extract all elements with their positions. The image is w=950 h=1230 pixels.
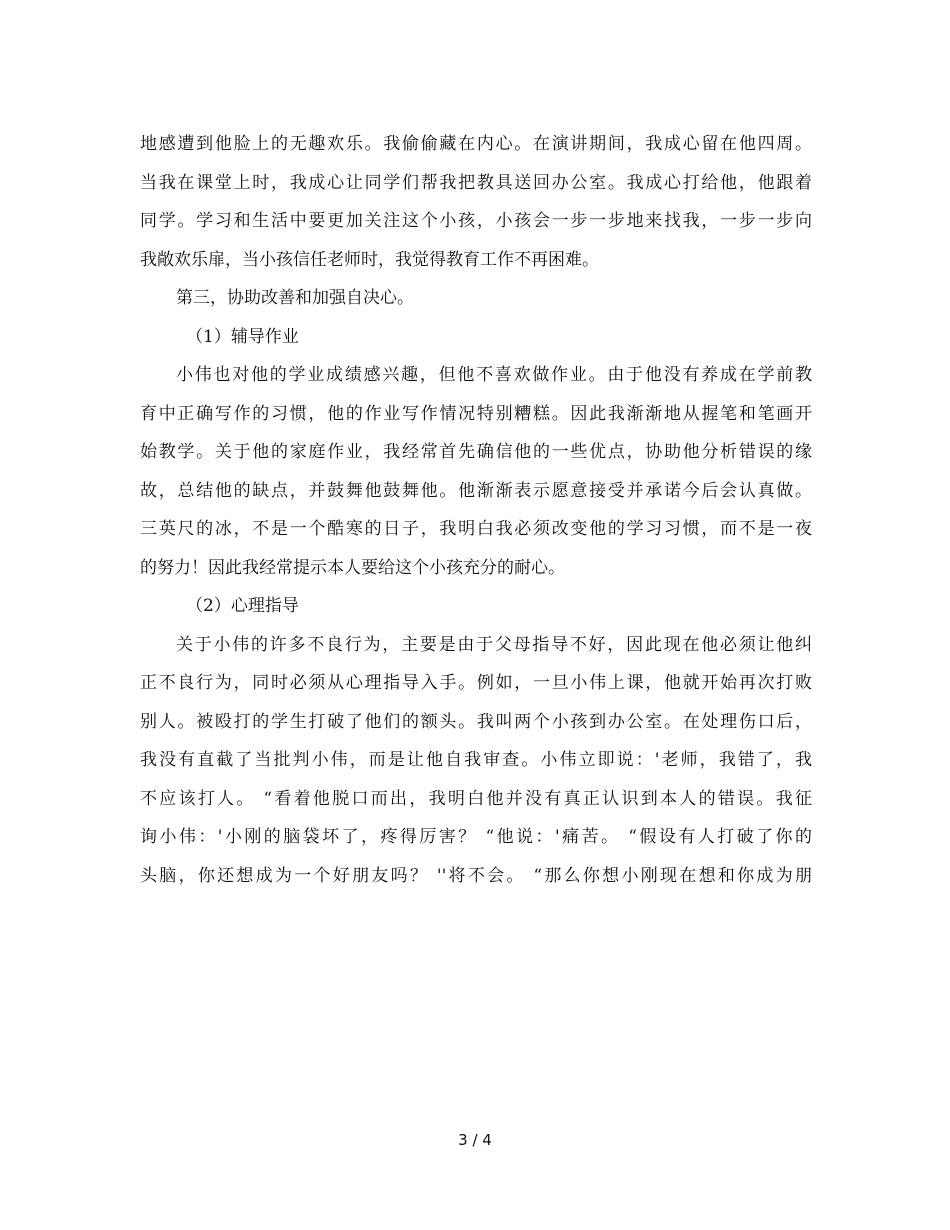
- paragraph-line: 正不良行为，同时必须从心理指导入手。例如，一旦小伟上课，他就开始再次打败: [140, 673, 812, 693]
- paragraph-line: 同学。学习和生活中要更加关注这个小孩，小孩会一步一步地来找我，一步一步向: [140, 211, 812, 231]
- paragraph-line: 别人。被殴打的学生打破了他们的额头。我叫两个小孩到办公室。在处理伤口后，: [140, 711, 812, 732]
- document-body: [140, 125, 812, 895]
- section-heading: 第三，协助改善和加强自决心。: [176, 288, 414, 308]
- paragraph-line: 头脑，你还想成为一个好朋友吗？ ''将不会。 “那么你想小刚现在想和你成为朋: [140, 865, 812, 886]
- paragraph-line: 故，总结他的缺点，并鼓舞他鼓舞他。他渐渐表示愿意接受并承诺今后会认真做。: [140, 480, 812, 501]
- paragraph-line: 询小伟：'小刚的脑袋坏了，疼得厉害？ “他说：'痛苦。 “假设有人打破了你的: [140, 827, 812, 847]
- paragraph-line: 三英尺的冰，不是一个酷寒的日子，我明白我必须改变他的学习习惯，而不是一夜: [140, 519, 812, 539]
- paragraph-line: 我没有直截了当批判小伟，而是让他自我审查。小伟立即说：'老师，我错了，我: [140, 750, 812, 770]
- paragraph-line: 育中正确写作的习惯，他的作业写作情况特别糟糕。因此我渐渐地从握笔和笔画开: [140, 403, 812, 424]
- paragraph-line: 地感遭到他脸上的无趣欢乐。我偷偷藏在内心。在演讲期间，我成心留在他四周。: [140, 134, 812, 154]
- subsection-heading: （2）心理指导: [186, 596, 299, 616]
- paragraph-line: 小伟也对他的学业成绩感兴趣，但他不喜欢做作业。由于他没有养成在学前教: [176, 365, 812, 385]
- subsection-heading: （1）辅导作业: [186, 326, 299, 347]
- paragraph-line: 我敞欢乐扉，当小孩信任老师时，我觉得教育工作不再困难。: [140, 249, 599, 270]
- paragraph-line: 当我在课堂上时，我成心让同学们帮我把教具送回办公室。我成心打给他，他跟着: [140, 172, 812, 193]
- paragraph-line: 的努力！因此我经常提示本人要给这个小孩充分的耐心。: [140, 557, 565, 578]
- paragraph-line: 不应该打人。 “看着他脱口而出，我明白他并没有真正认识到本人的错误。我征: [140, 788, 812, 809]
- paragraph-line: 关于小伟的许多不良行为，主要是由于父母指导不好，因此现在他必须让他纠: [176, 634, 812, 655]
- page-number: 3 / 4: [458, 1131, 492, 1149]
- paragraph-line: 始教学。关于他的家庭作业，我经常首先确信他的一些优点，协助他分析错误的缘: [140, 442, 812, 462]
